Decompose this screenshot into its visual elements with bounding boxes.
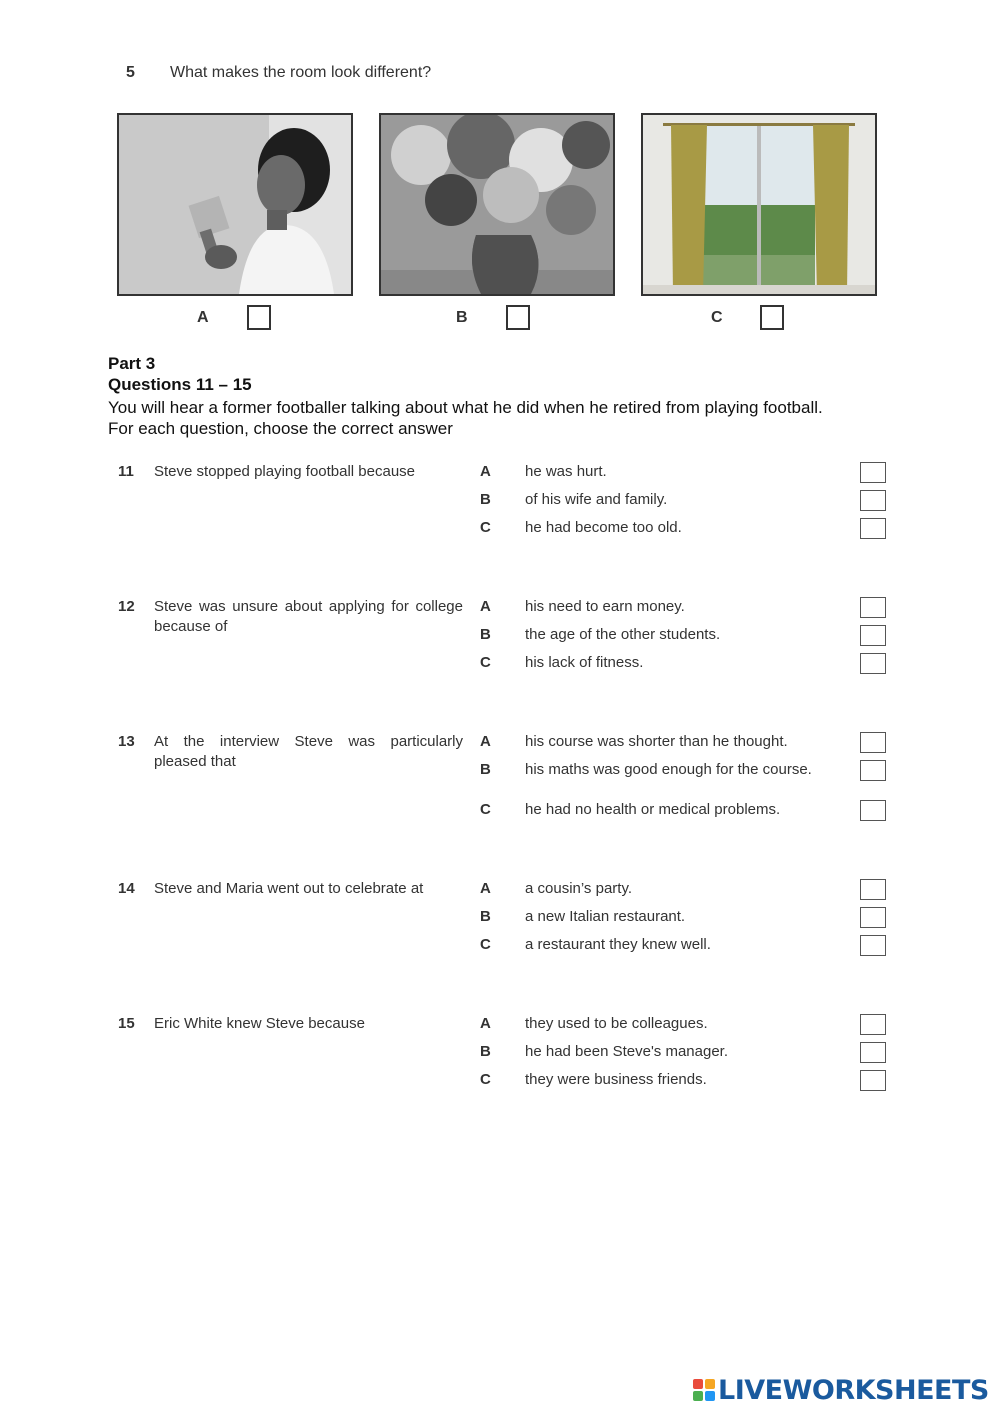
question-number: 5: [126, 64, 135, 81]
answer-text: he had been Steve's manager.: [525, 1043, 729, 1060]
answer-checkbox[interactable]: [860, 490, 886, 511]
answer-checkbox[interactable]: [860, 1070, 886, 1091]
picture-a-woman-painting-wall: [117, 113, 353, 296]
answer-checkbox[interactable]: [860, 935, 886, 956]
answer-letter: B: [480, 761, 491, 778]
answer-checkbox[interactable]: [860, 518, 886, 539]
answer-letter: C: [480, 654, 491, 671]
answer-text: the age of the other students.: [525, 626, 721, 643]
answer-letter: A: [480, 463, 491, 480]
answer-letter: C: [480, 519, 491, 536]
answer-letter: B: [480, 491, 491, 508]
answer-checkbox[interactable]: [860, 1014, 886, 1035]
option-c-checkbox[interactable]: [760, 305, 784, 330]
answer-text: a restaurant they knew well.: [525, 936, 711, 953]
answer-letter: C: [480, 1071, 491, 1088]
answer-text: they used to be colleagues.: [525, 1015, 708, 1032]
option-b-checkbox[interactable]: [506, 305, 530, 330]
answer-letter: A: [480, 733, 491, 750]
question-number: 15: [118, 1015, 135, 1032]
logo-square: [693, 1379, 703, 1389]
answer-letter: C: [480, 801, 491, 818]
answer-text: he had no health or medical problems.: [525, 801, 781, 818]
option-a-checkbox[interactable]: [247, 305, 271, 330]
answer-checkbox[interactable]: [860, 1042, 886, 1063]
answer-checkbox[interactable]: [860, 732, 886, 753]
answer-letter: B: [480, 626, 491, 643]
liveworksheets-logo[interactable]: [693, 1376, 989, 1404]
question-number: 11: [118, 463, 134, 480]
answer-letter: A: [480, 880, 491, 897]
answer-text: of his wife and family.: [525, 491, 668, 508]
instruction-line: You will hear a former footballer talking about what he did when he retired from playing football.: [108, 398, 823, 417]
part-title: Part 3: [108, 354, 156, 373]
question-stem: At the interview Steve was particularly pleased that: [154, 733, 463, 770]
answer-checkbox[interactable]: [860, 625, 886, 646]
question-text: What makes the room look different?: [170, 64, 432, 81]
question-stem: Steve stopped playing football because: [154, 463, 416, 480]
question-stem: Eric White knew Steve because: [154, 1015, 365, 1032]
logo-square: [705, 1391, 715, 1401]
answer-checkbox[interactable]: [860, 653, 886, 674]
question-number: 12: [118, 598, 135, 615]
picture-b-flower-vase-painting: [379, 113, 615, 296]
logo-square: [705, 1379, 715, 1389]
answer-text: his need to earn money.: [525, 598, 685, 615]
answer-text: they were business friends.: [525, 1071, 707, 1088]
answer-checkbox[interactable]: [860, 760, 886, 781]
answer-letter: A: [480, 598, 491, 615]
answer-letter: A: [480, 1015, 491, 1032]
answer-text: his course was shorter than he thought.: [525, 733, 788, 750]
answer-letter: C: [480, 936, 491, 953]
answer-text: a new Italian restaurant.: [525, 908, 686, 925]
question-number: 14: [118, 880, 135, 897]
question-stem: Steve was unsure about applying for college because of: [154, 598, 463, 635]
question-stem: Steve and Maria went out to celebrate at: [154, 880, 424, 897]
answer-checkbox[interactable]: [860, 597, 886, 618]
answer-text: his lack of fitness.: [525, 654, 644, 671]
answer-checkbox[interactable]: [860, 462, 886, 483]
question-number: 13: [118, 733, 135, 750]
answer-text: his maths was good enough for the course.: [525, 761, 812, 778]
option-label: C: [711, 309, 723, 326]
answer-checkbox[interactable]: [860, 800, 886, 821]
picture-c-window-with-curtains: [641, 113, 877, 296]
answer-checkbox[interactable]: [860, 879, 886, 900]
option-label: B: [456, 309, 468, 326]
answer-text: he had become too old.: [525, 519, 682, 536]
logo-square: [693, 1391, 703, 1401]
answer-checkbox[interactable]: [860, 907, 886, 928]
option-label: A: [197, 309, 209, 326]
answer-letter: B: [480, 1043, 491, 1060]
part-subtitle: Questions 11 – 15: [108, 375, 252, 394]
question-5: [126, 64, 431, 82]
answer-letter: B: [480, 908, 491, 925]
logo-text: LIVEWORKSHEETS: [718, 1374, 989, 1406]
answer-text: he was hurt.: [525, 463, 607, 480]
logo-squares-icon: [693, 1379, 715, 1401]
instruction-line: For each question, choose the correct answer: [108, 419, 453, 438]
answer-text: a cousin’s party.: [525, 880, 632, 897]
